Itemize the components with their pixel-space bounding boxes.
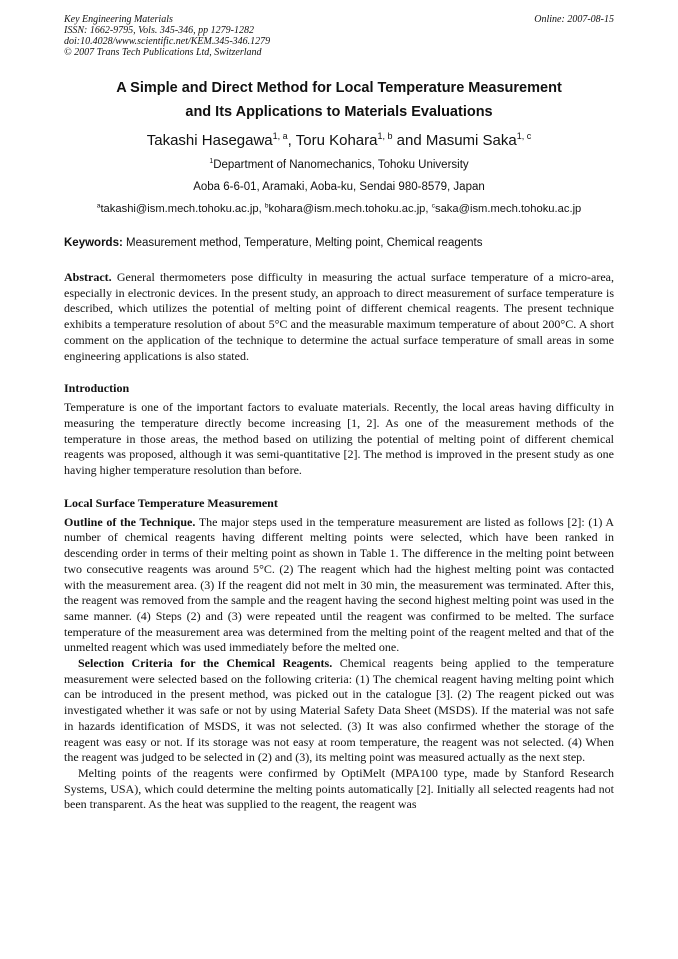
affiliation-address: Aoba 6-6-01, Aramaki, Aoba-ku, Sendai 980-8579, Japan — [193, 181, 485, 193]
journal-name: Key Engineering Materials — [64, 14, 173, 25]
email-address[interactable]: takashi@ism.mech.tohoku.ac.jp — [100, 203, 259, 215]
author-affiliation-mark: 1, a — [272, 131, 288, 141]
keywords-label: Keywords: — [64, 237, 123, 249]
author-name: Toru Kohara — [295, 132, 378, 149]
abstract-text: General thermometers pose difficulty in measuring the actual surface temperature of a micro-area, especially in electronic devices. In the present study, an approach to direct measurement of surface temperature is described, which utilizes the potential of melting point of different chemical reagents. The present technique exhibits a temperature resolution of about 5°C and the measurable maximum temperature of about 200°C. A short comment on the application of the technique to determine the actual surface temperature of small areas in some engineering applications is also stated. — [64, 270, 615, 363]
local-section-heading: Local Surface Temperature Measurement — [64, 495, 278, 510]
author-name: Takashi Hasegawa — [146, 132, 273, 149]
outline-text: The major steps used in the temperature measurement are listed as follows [2]: (1) A number of chemical reagents having different melting points were selected, which have been ranked in descending order in terms of their melting point as shown in Table 1. The difference in the melting point between two consecutive reagents was around 5°C. (2) The reagent which had the highest melting point was contacted with the measurement area. (3) If the reagent did not melt in 30 min, the measurement was terminated. After this, the reagent was removed from the sample and the reagent having the second highest melting point was used in the same manner. (4) Steps (2) and (3) were repeated until the reagent was confirmed to be melted. The surface temperature of the measurement area was determined from the melting point of the reagent melted and that of the unmelted reagent which was used immediately before the melted one. — [64, 514, 614, 655]
criteria-text: Chemical reagents being applied to the temperature measurement were selected based on the following criteria: (1) The chemical reagent having melting point which can be introduced in the present method, was picked out in the catalogue [3]. (2) The reagent picked out was investigated whether it was safe or not by using Material Safety Data Sheet (MSDS). If the material was not safe in hazards identification of MSDS, it was not selected. (3) It was also confirmed whether the storage of the reagent was easy or not. If its storage was not easy at room temperature, the reagent was not selected. (4) When the reagent was judged to be selected in (2) and (3), its melting point was measured actually as the next step. — [64, 656, 615, 765]
abstract — [64, 270, 614, 364]
affiliation-dept: Department of Nanomechanics, Tohoku University — [213, 159, 469, 171]
journal-copyright: © 2007 Trans Tech Publications Ltd, Switzerland — [64, 47, 262, 58]
author-separator: and — [392, 132, 426, 149]
email-mark: a — [96, 202, 101, 210]
local-section-body — [64, 515, 614, 813]
title-line-2: and Its Applications to Materials Evaluations — [185, 104, 493, 120]
paper-title — [64, 76, 614, 124]
email-mark: b — [264, 202, 269, 210]
journal-header — [64, 14, 614, 58]
melting-paragraph: Melting points of the reagents were confirmed by OptiMelt (MPA100 type, made by Stanford Research Systems, USA), which could determine the melting points automatically [2]. Initially all selected reagents had not been transparent. As the heat was supplied to the reagent, the reagent was — [64, 765, 614, 812]
criteria-label: Selection Criteria for the Chemical Reagents. — [78, 656, 333, 671]
outline-label: Outline of the Technique. — [64, 514, 196, 529]
introduction-body — [64, 400, 614, 479]
journal-issn: ISSN: 1662-9795, Vols. 345-346, pp 1279-1282 — [64, 25, 254, 36]
author-affiliation-mark: 1, c — [516, 131, 532, 141]
abstract-label: Abstract. — [64, 270, 112, 284]
affiliation-mark: 1 — [209, 158, 214, 166]
email-separator: , — [425, 203, 432, 215]
affiliation-dept-line — [64, 154, 614, 176]
introduction-text: Temperature is one of the important factors to evaluate materials. Recently, the local areas having difficulty in measuring the temperature directly become increasing [1, 2]. As one of the measurement methods of the temperature in those areas, the method based on utilizing the potential of melting point of different chemical reagents was proposed, although it was semi-quantitative [2]. The method is improved in the present study as one having higher temperature resolution than before. — [64, 400, 614, 478]
paper-page — [64, 14, 614, 813]
email-separator: , — [258, 203, 265, 215]
journal-doi: doi:10.4028/www.scientific.net/KEM.345-346.1279 — [64, 36, 271, 47]
introduction-heading: Introduction — [64, 381, 130, 396]
title-line-1: A Simple and Direct Method for Local Temperature Measurement — [116, 80, 562, 96]
keywords-line — [64, 236, 614, 250]
keywords-text: Measurement method, Temperature, Melting point, Chemical reagents — [126, 237, 483, 249]
outline-paragraph — [64, 515, 614, 656]
author-affiliation-mark: 1, b — [377, 131, 393, 141]
email-list — [64, 198, 614, 220]
online-date: Online: 2007-08-15 — [534, 14, 614, 25]
author-name: Masumi Saka — [425, 132, 517, 149]
email-mark: c — [431, 202, 435, 210]
author-list — [64, 131, 614, 151]
email-address[interactable]: saka@ism.mech.tohoku.ac.jp — [434, 203, 582, 215]
criteria-paragraph — [64, 656, 614, 766]
author-separator: , — [287, 132, 296, 149]
email-address[interactable]: kohara@ism.mech.tohoku.ac.jp — [268, 203, 426, 215]
